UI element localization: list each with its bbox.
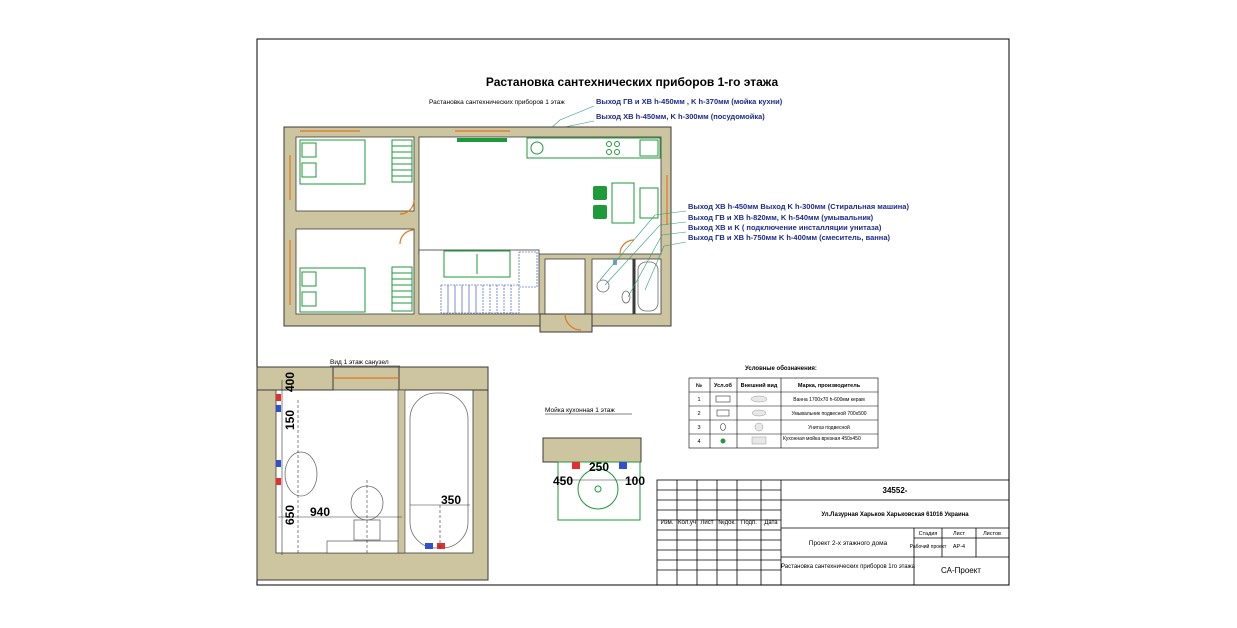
hot-water-marker-3 — [437, 543, 445, 549]
dining-table — [612, 183, 634, 223]
tb-stage-value: Рабочий проект — [909, 544, 947, 550]
legend-row-1-name: Ванна 1700х70 h-600мм керам — [793, 397, 865, 403]
legend-row-1-num: 1 — [697, 397, 701, 403]
sideboard — [640, 188, 658, 218]
pillow-top-2 — [302, 163, 316, 177]
sink-cold-marker — [619, 462, 627, 469]
bath-view-title: Вид 1 этаж санузел — [330, 359, 389, 366]
note-kitchen-prefix: Растановка сантехнических приборов 1 этаж — [429, 99, 565, 106]
hot-water-marker-1 — [276, 394, 281, 401]
legend-header-num: № — [695, 383, 703, 389]
floor-plan — [284, 127, 671, 332]
tb-col-list: Лист — [700, 520, 714, 526]
dim-940: 940 — [310, 505, 331, 519]
tb-sheets-label: Листов — [983, 531, 1001, 537]
dim-400: 400 — [283, 371, 297, 392]
kitchen-shelf — [457, 138, 507, 142]
chair-1 — [593, 186, 607, 200]
washbasin-plan — [597, 280, 609, 292]
dim-350: 350 — [441, 493, 462, 507]
sink-view-wall — [543, 438, 641, 462]
toilet-plan — [622, 291, 630, 303]
bathtub-appearance — [751, 396, 767, 402]
tb-col-data: Дата — [764, 520, 778, 526]
tb-col-podp: Подп. — [741, 520, 757, 526]
installation-box — [327, 541, 400, 553]
legend-row-3-name: Унитаз подвесной — [808, 425, 850, 431]
bath-view-partition — [398, 390, 405, 553]
dim-650: 650 — [283, 504, 297, 525]
sink-view-title: Мойка кухонная 1 этаж — [545, 407, 615, 414]
note-kitchen-sink: Выход ГВ и ХВ h-450мм , K h-370мм (мойка кухни) — [596, 97, 783, 106]
legend-header-appearance: Внешний вид — [740, 383, 778, 389]
pillow-bottom-2 — [302, 292, 316, 306]
hallway — [545, 259, 585, 314]
washbasin-view — [285, 452, 317, 496]
bathroom-view — [257, 359, 488, 580]
tb-col-koluch: Кол.уч — [678, 520, 696, 526]
legend-header-brand: Марка, производитель — [797, 383, 861, 389]
wardrobe-bottom — [392, 267, 412, 311]
note-dishwasher: Выход ХВ h-450мм, K h-300мм (посудомойка) — [596, 112, 765, 121]
legend-row-2-name: Умывальник подвесной 700х500 — [791, 411, 867, 417]
note-toilet: Выход ХВ и K ( подключение инсталляции унитаза) — [688, 223, 882, 232]
legend-row-4-num: 4 — [697, 439, 701, 445]
tb-address: Ул.Лазурная Харьков Харьковская 61016 Украина — [821, 512, 969, 518]
legend-header-symbol: Усл.об — [714, 383, 732, 389]
note-bathtub: Выход ГВ и ХВ h-750мм K h-400мм (смеситель, ванна) — [688, 233, 890, 242]
tb-sheet-value: АР-4 — [952, 544, 966, 550]
fridge — [640, 140, 658, 156]
tb-stage-label: Стадия — [918, 531, 938, 537]
washbasin-appearance — [752, 410, 766, 416]
tb-col-izm: Изм. — [660, 520, 674, 526]
drawing-title: Растановка сантехнических приборов 1-го этажа — [485, 75, 779, 89]
bathtub-view — [410, 393, 468, 548]
tb-drawing-name: Растановка сантехнических приборов 1го этажа — [781, 564, 915, 570]
cold-water-marker-2 — [276, 460, 281, 467]
pillow-top-1 — [302, 143, 316, 157]
legend-title: Условные обозначения: — [745, 366, 817, 372]
note-washbasin: Выход ГВ и ХВ h-820мм, K h-540мм (умывальник) — [688, 213, 874, 222]
dim-450: 450 — [553, 474, 574, 488]
tb-company: СА-Проект — [941, 566, 981, 575]
pillow-bottom-1 — [302, 272, 316, 286]
entrance-step — [540, 314, 592, 332]
sink-hot-marker — [572, 462, 580, 469]
legend-row-2-num: 2 — [697, 411, 701, 417]
tb-col-ndok: №док. — [718, 520, 736, 526]
bathtub-plan — [638, 262, 658, 311]
dim-250: 250 — [589, 460, 610, 474]
hot-water-marker-2 — [276, 478, 281, 485]
kitchen-sink-appearance — [752, 437, 766, 444]
note-washing-machine: Выход ХВ h-450мм Выход K h-300мм (Стиральная машина) — [688, 202, 909, 211]
cold-water-marker-3 — [425, 543, 433, 549]
toilet-appearance — [755, 423, 763, 431]
dim-150: 150 — [283, 409, 297, 430]
tb-sheet-label: Лист — [953, 531, 965, 537]
chair-2 — [593, 205, 607, 219]
cold-water-marker-1 — [276, 405, 281, 412]
tb-project: Проект 2-х этажного дома — [808, 540, 888, 547]
dim-100: 100 — [625, 474, 646, 488]
legend-row-3-num: 3 — [697, 425, 701, 431]
tb-code: 34552- — [882, 486, 908, 495]
legend-row-4-name: Кухонная мойка врезная 450х450 — [783, 436, 861, 442]
kitchen-sink-symbol — [721, 439, 726, 444]
